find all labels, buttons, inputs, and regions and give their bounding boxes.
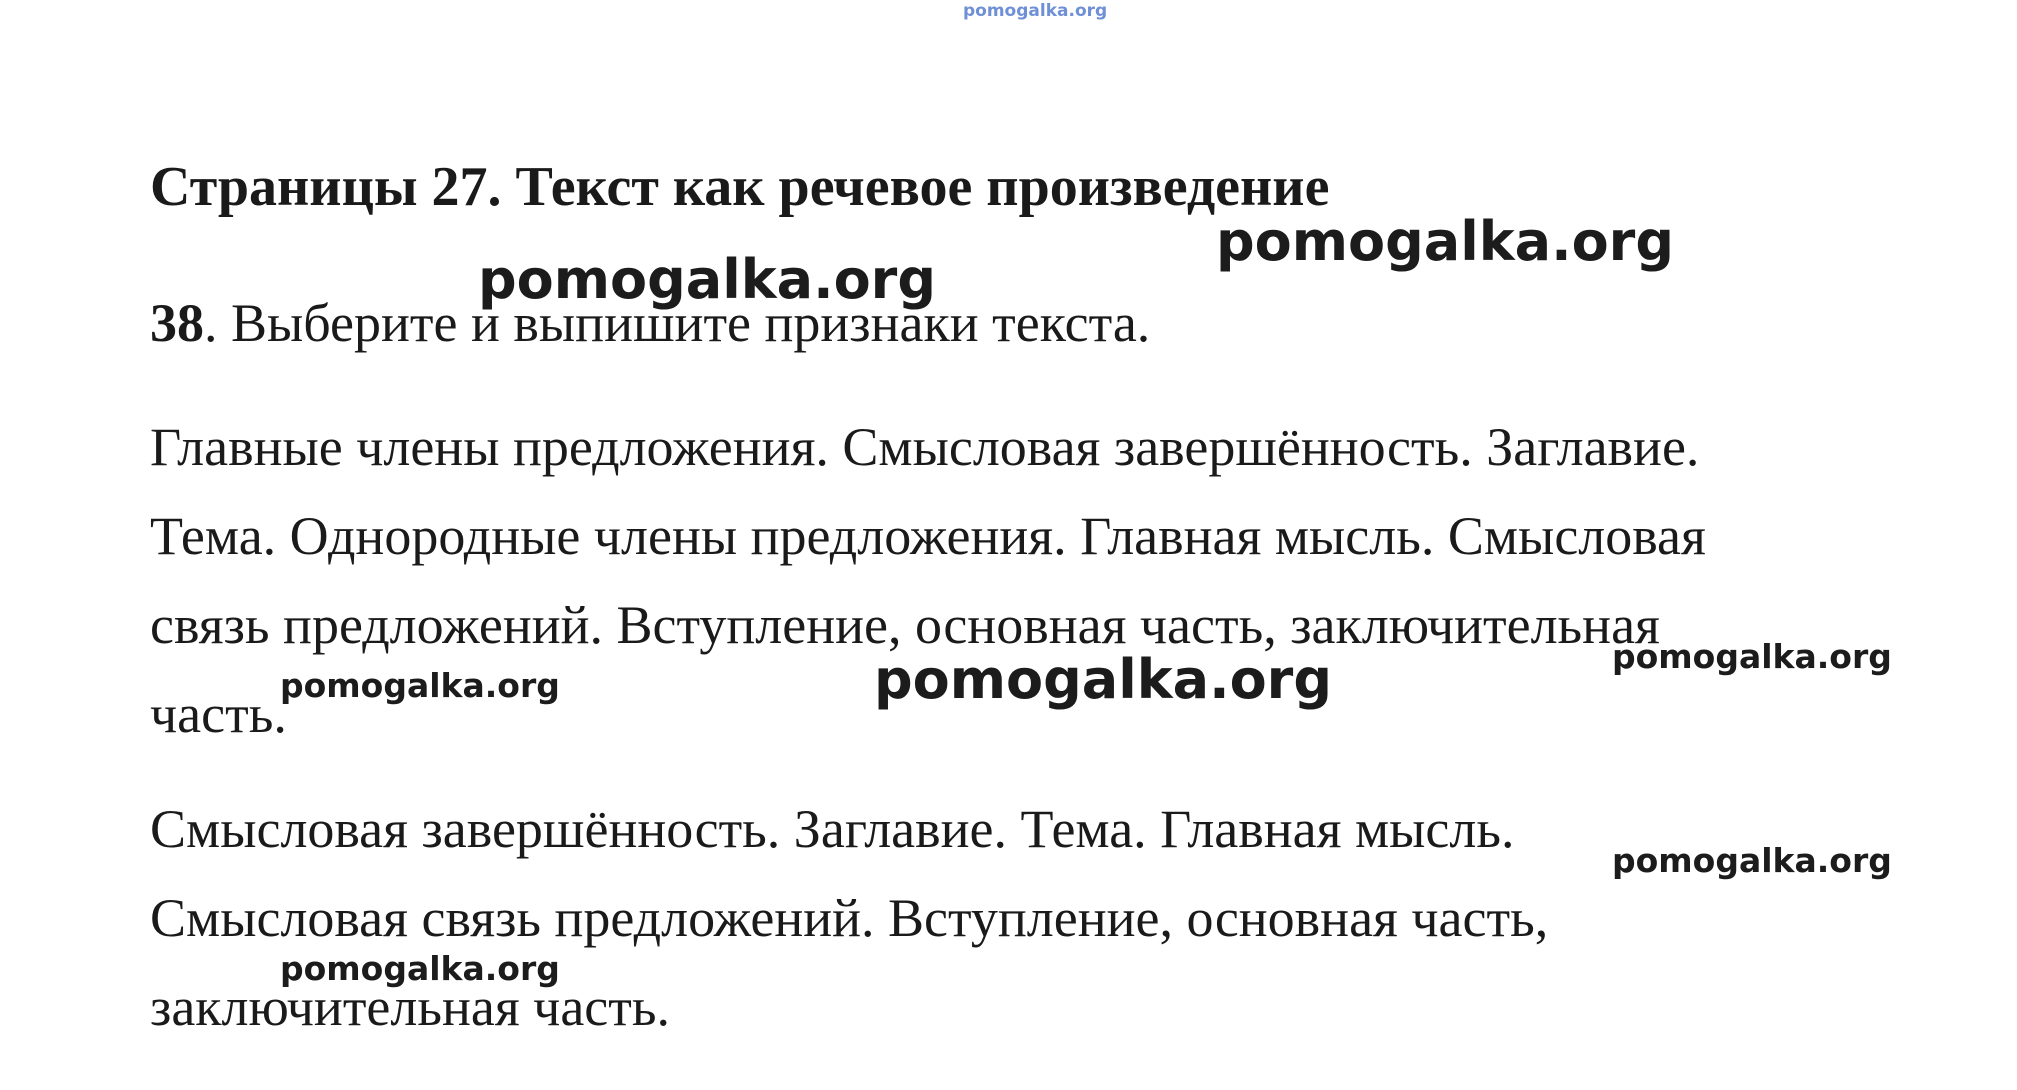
answer-line: заключительная часть.	[150, 977, 670, 1037]
answer-paragraph	[150, 785, 1548, 1052]
task-number: 38	[150, 293, 204, 353]
answer-line: Смысловая завершённость. Заглавие. Тема. Главная мысль.	[150, 799, 1515, 859]
options-line: Тема. Однородные члены предложения. Главная мысль. Смысловая	[150, 506, 1706, 566]
options-line: Главные члены предложения. Смысловая завершённость. Заглавие.	[150, 417, 1700, 477]
watermark: pomogalka.org	[1612, 637, 1892, 676]
watermark: pomogalka.org	[280, 949, 560, 988]
options-line: связь предложений. Вступление, основная часть, заключительная	[150, 595, 1660, 655]
watermark: pomogalka.org	[1216, 210, 1674, 273]
answer-line: Смысловая связь предложений. Вступление, основная часть,	[150, 888, 1549, 948]
site-link[interactable]: pomogalka.org	[963, 1, 1108, 21]
watermark: pomogalka.org	[478, 248, 936, 311]
page-title: Страницы 27. Текст как речевое произведение	[150, 156, 1330, 218]
watermark: pomogalka.org	[1612, 841, 1892, 880]
task-text: . Выберите и выпишите признаки текста.	[204, 293, 1151, 353]
watermark: pomogalka.org	[280, 666, 560, 705]
watermark: pomogalka.org	[874, 648, 1332, 711]
options-line: часть.	[150, 684, 287, 744]
